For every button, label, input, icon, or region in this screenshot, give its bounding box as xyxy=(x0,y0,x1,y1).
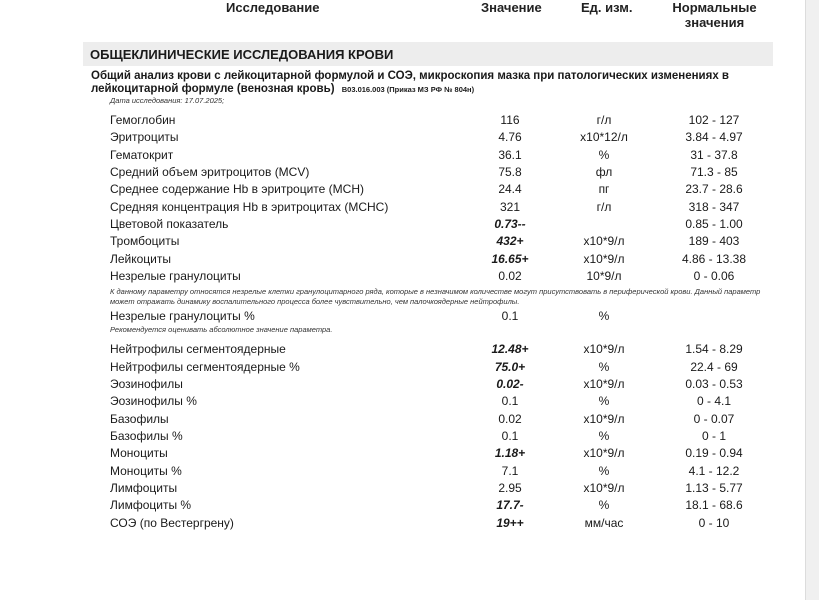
result-unit: г/л xyxy=(596,113,612,127)
result-unit: х10*9/л xyxy=(583,481,625,495)
table-row xyxy=(0,147,805,164)
header-reference-line2: значения xyxy=(684,15,745,30)
result-unit: х10*9/л xyxy=(583,446,625,460)
table-row xyxy=(0,463,805,480)
result-unit: 10*9/л xyxy=(586,269,622,283)
table-row xyxy=(0,112,805,129)
page-edge xyxy=(805,0,819,600)
result-unit: % xyxy=(598,148,610,162)
result-reference: 0.19 - 0.94 xyxy=(685,446,743,460)
table-row xyxy=(0,251,805,268)
result-reference: 4.1 - 12.2 xyxy=(688,464,740,478)
result-name: Нейтрофилы сегментоядерные % xyxy=(110,360,300,374)
result-name: Моноциты % xyxy=(110,464,182,478)
result-value: 321 xyxy=(499,200,521,214)
result-unit: % xyxy=(598,309,610,323)
header-unit: Ед. изм. xyxy=(581,0,633,15)
result-unit: мм/час xyxy=(584,516,624,530)
result-value: 0.1 xyxy=(501,394,519,408)
result-value: 16.65+ xyxy=(491,252,529,266)
test-date: Дата исследования: 17.07.2025; xyxy=(110,96,225,105)
result-value: 1.18+ xyxy=(494,446,526,460)
section-title: ОБЩЕКЛИНИЧЕСКИЕ ИССЛЕДОВАНИЯ КРОВИ xyxy=(90,47,394,62)
result-reference: 0 - 1 xyxy=(701,429,726,443)
result-value: 432+ xyxy=(496,234,524,248)
result-name: Гемоглобин xyxy=(110,113,176,127)
result-unit: х10*9/л xyxy=(583,234,625,248)
test-code: B03.016.003 (Приказ МЗ РФ № 804н) xyxy=(341,85,475,94)
result-value: 24.4 xyxy=(498,182,522,196)
result-reference: 1.54 - 8.29 xyxy=(685,342,743,356)
result-name: Лейкоциты xyxy=(110,252,172,266)
result-value: 0.1 xyxy=(501,309,519,323)
result-name: Лимфоциты xyxy=(110,481,178,495)
table-row xyxy=(0,268,805,285)
result-value: 4.76 xyxy=(498,130,522,144)
table-row xyxy=(0,497,805,514)
result-unit: фл xyxy=(595,165,613,179)
test-title xyxy=(91,70,781,96)
section-header xyxy=(83,42,773,66)
table-row xyxy=(0,393,805,410)
result-name: Базофилы xyxy=(110,412,169,426)
result-reference: 0 - 0.07 xyxy=(693,412,735,426)
header-value: Значение xyxy=(481,0,542,15)
result-reference: 1.13 - 5.77 xyxy=(685,481,743,495)
result-reference: 0.85 - 1.00 xyxy=(685,217,743,231)
result-name: Средняя концентрация Hb в эритроцитах (MCHC) xyxy=(110,200,389,214)
result-value: 7.1 xyxy=(501,464,519,478)
result-name: СОЭ (по Вестергрену) xyxy=(110,516,234,530)
result-name: Незрелые гранулоциты xyxy=(110,269,241,283)
table-row xyxy=(0,129,805,146)
result-name: Эозинофилы xyxy=(110,377,183,391)
result-value: 2.95 xyxy=(498,481,522,495)
table-row xyxy=(0,308,805,325)
table-row xyxy=(0,480,805,497)
result-name: Эозинофилы % xyxy=(110,394,197,408)
result-value: 0.02- xyxy=(496,377,524,391)
result-value: 17.7- xyxy=(496,498,524,512)
result-unit: г/л xyxy=(596,200,612,214)
result-unit: % xyxy=(598,394,610,408)
result-reference: 0 - 0.06 xyxy=(693,269,735,283)
result-unit: х10*9/л xyxy=(583,342,625,356)
result-value: 19++ xyxy=(496,516,524,530)
result-unit: пг xyxy=(598,182,610,196)
table-row xyxy=(0,376,805,393)
result-unit: х10*9/л xyxy=(583,252,625,266)
result-value: 75.8 xyxy=(498,165,522,179)
header-reference-line1: Нормальные xyxy=(672,0,757,15)
result-name: Незрелые гранулоциты % xyxy=(110,309,255,323)
table-row xyxy=(0,216,805,233)
note-absolute-value: Рекомендуется оценивать абсолютное значение параметра. xyxy=(110,325,333,334)
result-value: 12.48+ xyxy=(491,342,529,356)
result-reference: 18.1 - 68.6 xyxy=(685,498,743,512)
table-row xyxy=(0,181,805,198)
result-reference: 102 - 127 xyxy=(688,113,740,127)
result-value: 0.02 xyxy=(498,269,522,283)
note-immature-granulocytes: К данному параметру относятся незрелые клетки гранулоцитарного ряда, которые в незначимом количестве могут присутствовать в периферической крови. Данный параметр может отражать динамику воспалительного процесса более чувствительно, чем палочкоядерные нейтрофилы. xyxy=(110,287,761,306)
table-row xyxy=(0,515,805,532)
result-reference: 4.86 - 13.38 xyxy=(681,252,747,266)
result-name: Моноциты xyxy=(110,446,168,460)
result-value: 116 xyxy=(500,113,520,127)
result-name: Среднее содержание Hb в эритроците (MCH) xyxy=(110,182,364,196)
result-reference: 318 - 347 xyxy=(688,200,740,214)
test-name: Общий анализ крови с лейкоцитарной формулой и СОЭ, микроскопия мазка при патологических изменениях в лейкоцитарной формуле (венозная кровь) xyxy=(91,70,729,95)
result-name: Нейтрофилы сегментоядерные xyxy=(110,342,286,356)
result-reference: 0.03 - 0.53 xyxy=(685,377,743,391)
result-reference: 22.4 - 69 xyxy=(690,360,738,374)
result-name: Лимфоциты % xyxy=(110,498,192,512)
result-value: 0.1 xyxy=(501,429,519,443)
result-value: 36.1 xyxy=(498,148,522,162)
table-row xyxy=(0,341,805,358)
header-reference xyxy=(667,0,762,30)
result-unit: % xyxy=(598,360,610,374)
result-name: Гематокрит xyxy=(110,148,174,162)
result-name: Эритроциты xyxy=(110,130,179,144)
result-reference: 0 - 10 xyxy=(698,516,730,530)
result-unit: % xyxy=(598,464,610,478)
result-name: Тромбоциты xyxy=(110,234,180,248)
result-value: 75.0+ xyxy=(494,360,526,374)
result-reference: 189 - 403 xyxy=(688,234,740,248)
result-reference: 31 - 37.8 xyxy=(690,148,738,162)
result-reference: 71.3 - 85 xyxy=(690,165,738,179)
result-unit: х10*12/л xyxy=(580,130,628,144)
table-row xyxy=(0,233,805,250)
table-row xyxy=(0,428,805,445)
table-row xyxy=(0,445,805,462)
result-unit: % xyxy=(598,429,610,443)
table-row xyxy=(0,359,805,376)
result-reference: 3.84 - 4.97 xyxy=(685,130,743,144)
header-test: Исследование xyxy=(226,0,320,15)
result-name: Цветовой показатель xyxy=(110,217,229,231)
result-unit: % xyxy=(598,498,610,512)
result-name: Базофилы % xyxy=(110,429,183,443)
table-row xyxy=(0,199,805,216)
table-row xyxy=(0,164,805,181)
result-unit: х10*9/л xyxy=(583,377,625,391)
result-unit: х10*9/л xyxy=(583,412,625,426)
table-row xyxy=(0,411,805,428)
result-reference: 23.7 - 28.6 xyxy=(685,182,743,196)
result-value: 0.73-- xyxy=(494,217,526,231)
result-name: Средний объем эритроцитов (MCV) xyxy=(110,165,310,179)
result-reference: 0 - 4.1 xyxy=(696,394,732,408)
result-value: 0.02 xyxy=(498,412,522,426)
